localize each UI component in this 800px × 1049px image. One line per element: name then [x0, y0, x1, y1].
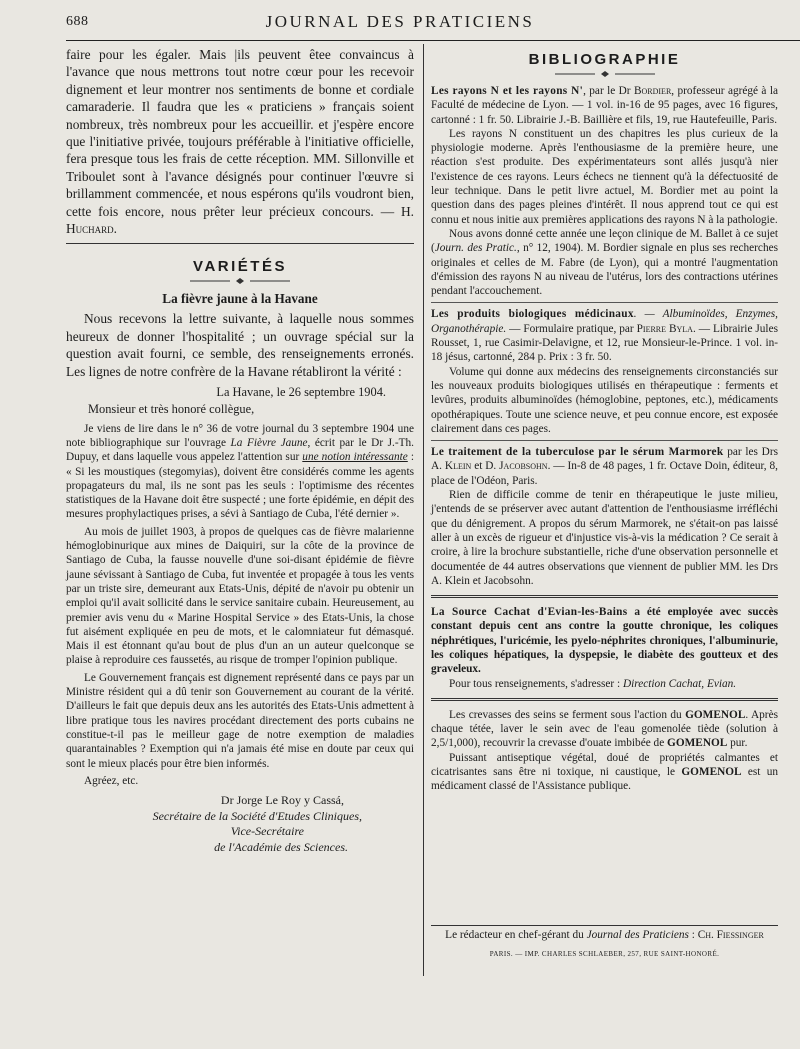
- signer-title-1: Secrétaire de la Société d'Etudes Cliniques,: [152, 808, 362, 823]
- book-entry-produits-biologiques: Les produits biologiques médicinaux. — Albuminoïdes, Enzymes, Organothérapie. — Formulaire pratique, par Pierre Byla. — Librairie Jules Rousset, 1, rue Casimir-Delavigne, et 12, rue Monsieur-le-Prince. 1 vol. in-18 jésus, cartonné, 284 p. Prix : 3 fr. 50.: [431, 308, 778, 364]
- signer-title-3: de l'Académie des Sciences.: [214, 839, 348, 854]
- section-title-varietes: VARIÉTÉS: [193, 258, 287, 276]
- signer-title-2: Vice-Secrétaire: [230, 824, 304, 839]
- book-review-rayons-n: Les rayons N constituent un des chapitres les plus curieux de la physiologie moderne. Après l'enthousiasme de la première heure, une réaction s'est produite. Des expérimentateurs sont allés jusqu'à nier l'existence de ces rayons. Leurs échecs ne tiennent qu'à la défectuosité de leur technique. Dans le petit livre actuel, M. Bordier met au point la question dans des pages pleines d'intérêt. Il nous apprend tout ce qui est connu et nous initie aux premières applications des rayons N à la pathologie.: [431, 127, 778, 226]
- footer-rule: [431, 925, 778, 926]
- page-header: [0, 0, 800, 40]
- advert-gomenol-1: Les crevasses des seins se ferment sous l'action du GOMENOL. Après chaque tétée, laver le sein avec de l'eau gomenolée tiède (solution à 2,5/1,000), recouvrir la crevasse d'ouate imbibée de GOMENOL pur.: [431, 708, 778, 750]
- letter-date: La Havane, le 26 septembre 1904.: [216, 385, 386, 400]
- ornament-divider-icon: [555, 70, 655, 78]
- signer-name: Dr Jorge Le Roy y Cassá,: [220, 793, 344, 808]
- book-review-serum-marmorek: Rien de difficile comme de tenir en thérapeutique le juste milieu, j'entends de se préserver avec autant d'attention de l'enthousiasme irréfléchi que du dénigrement. A propos du sérum Marmorek, ne s'était-on pas laissé aller à un excès de rigueur et d'injustice vis-à-vis la médication ? Ce serait à croire, à lire la brochure substantielle, riche d'une observation personnelle et documentée de 44 autres observations que viennent de publier MM. les Drs A. Klein et Jacobsohn.: [431, 489, 778, 587]
- advert-source-cachat-title: La Source Cachat d'Evian-les-Bains: [431, 606, 628, 619]
- advert-source-cachat-contact: Pour tous renseignements, s'adresser : Direction Cachat, Evian.: [449, 677, 737, 690]
- book-title-serum-marmorek: Le traitement de la tuberculose par le sérum Marmorek: [431, 446, 724, 459]
- book-title: La Fièvre Jaune: [230, 436, 308, 449]
- continuation-paragraph: faire pour les égaler. Mais |ils peuvent êtee convaincus à l'avance que nous mettrons tout notre cœur pour les recevoir dignement et leur montrer nos sentiments de bonne et cordiale camaraderie. Il faudra que les « praticiens » français soient nombreux, très nombreux pour les accueillir. et j'espère encore que l'initiative privée, toujours préférable à l'initiative officielle, fera presque tous les frais de cette réception. MM. Sillonville et Triboulet sont à l'avance désignés pour continuer l'œuvre si brillamment commencée, et nous espérons qu'ils voudront bien, cette fois encore, nous prêter leur précieux concours. — H. Huchard.: [66, 47, 414, 237]
- editor-line: Le rédacteur en chef-gérant du Journal des Praticiens : Ch. Fiessinger: [445, 929, 764, 941]
- entry-separator: [431, 302, 778, 303]
- letter-closing: Agréez, etc.: [84, 774, 139, 787]
- section-title-bibliographie: BIBLIOGRAPHIE: [528, 51, 681, 68]
- letter-salutation: Monsieur et très honoré collègue,: [88, 402, 255, 417]
- column-divider: [423, 44, 424, 976]
- section-separator: [66, 243, 414, 244]
- letter-paragraph-1: Je viens de lire dans le n° 36 de votre journal du 3 septembre 1904 une note bibliographique sur l'ouvrage La Fièvre Jaune, écrit par le Dr J.-Th. Dupuy, et dans laquelle vous appelez l'attention sur une notion intéressante : « Si les moustiques (stegomyias), doivent être considérés comme les agents propagateurs du mal, ils ne sont pas les seuls : l'optimisme des récentes statistiques de la Havane doit être suspecté ; une forte épidémie, en dépit des mesures prophylactiques prises, a sévi à Santiago de Cuba, l'été dernier ».: [66, 422, 414, 521]
- entry-separator: [431, 440, 778, 441]
- book-title-produits-biologiques: Les produits biologiques médicinaux: [431, 308, 634, 321]
- right-column: [431, 46, 778, 794]
- letter-paragraph-3: Le Gouvernement français est dignement représenté dans ce pays par un Ministre résident qui a dû tenir son Gouvernement au courant de la vérité. D'ailleurs le fait que depuis deux ans les autorités des Etats-Unis admettent à libre pratique tous les navires procédant directement des ports cubains ne constitue-t-il pas le meilleur gage de notre exemption de maladies quarantainables ? Exemption qui n'a jamais été mise en doute par ceux qui sont le mieux placés pour être bien informés.: [66, 671, 414, 770]
- intro-paragraph: Nous recevons la lettre suivante, à laquelle nous sommes heureux de donner l'hospitalité ; un ouvrage spécial sur la question avait fourni, ce semble, des renseignements erronés. Les lignes de notre confrère de la Havane rétabliront la vérité :: [66, 311, 414, 379]
- advert-source-cachat: La Source Cachat d'Evian-les-Bains a été employée avec succès constant depuis cent ans contre la goutte chronique, les coliques néphrétiques, l'uricémie, les pyelo-néphrites chroniques, l'albuminurie, les coliques hépatiques, la dyspepsie, le diabète des goutteux et des graveleux.: [431, 606, 778, 676]
- book-review-rayons-n-2: Nous avons donné cette année une leçon clinique de M. Ballet à ce sujet (Journ. des Pratic., n° 12, 1904). M. Bordier signale en plus ses recherches originales et celles de M. Fabre (de Lyon), qui a montré l'augmentation d'émission des rayons N au niveau de l'utérus, lors des contractions utérines pendant l'accouchement.: [431, 227, 779, 298]
- book-title-rayons-n: Les rayons N et les rayons N': [431, 85, 584, 97]
- book-entry-rayons-n: Les rayons N et les rayons N', par le Dr Bordier, professeur agrégé à la Faculté de médecine de Lyon. — 1 vol. in-16 de 95 pages, avec 16 figures, cartonné : 1 fr. 50. Librairie J.-B. Baillière et fils, 19, rue Hautefeuille, Paris.: [431, 85, 778, 126]
- header-rule: [66, 40, 800, 41]
- quoted-notion: une notion intéressante: [302, 451, 408, 464]
- advert-separator: [431, 698, 778, 701]
- page-number: 688: [66, 14, 89, 29]
- book-review-produits-biologiques: Volume qui donne aux médecins des renseignements circonstanciés sur les nouveaux produits biologiques utilisés en thérapeutique : ferments et levûres, produits albuminoïdes (hémoglobine, peptones, etc.), médicaments opothérapiques. Toute une science neuve, et peu connue encore, est exposée clairement dans ces pages.: [431, 365, 778, 435]
- journal-title: JOURNAL DES PRATICIENS: [265, 12, 535, 31]
- book-entry-serum-marmorek: Le traitement de la tuberculose par le sérum Marmorek par les Drs A. Klein et D. Jacobsohn. — In-8 de 48 pages, 1 fr. Octave Doin, éditeur, 8, place de l'Odéon, Paris.: [431, 446, 779, 487]
- author-name: Huchard.: [66, 221, 118, 237]
- bibliographie-section: [431, 51, 778, 78]
- left-column: [66, 46, 414, 855]
- article-title: La fièvre jaune à la Havane: [162, 291, 318, 307]
- brand-gomenol: GOMENOL: [685, 708, 746, 721]
- letter-signature: [66, 793, 414, 855]
- letter-paragraph-2: Au mois de juillet 1903, à propos de quelques cas de fièvre malarienne hémoglobinurique aux mines de Daiquiri, sur la côte de la province de Santiago de Cuba, la fausse nouvelle d'une soi-disant épidémie de fièvre jaune sévissant à Santiago de Cuba, fut inventée et propagée à tous les vents par un triste sire, demeurant aux Etats-Unis, dépité de n'avoir pu obtenir un emploi qu'il avait sollicité dans le service sanitaire cubain. Heureusement, au premier avis venu du « Marine Hospital Service » des Etats-Unis, la chose fut aisément expliquée en peu de mots, et le calomniateur fut démasqué. Mais il est étonnant qu'au bout de plus d'un an un auteur quelconque se plaise à reproduire ces faussetés, au risque de tromper l'opinion publique.: [66, 525, 414, 667]
- varietes-section: [66, 258, 414, 307]
- advert-separator: [431, 595, 778, 598]
- ornament-divider-icon: [190, 277, 290, 285]
- advert-gomenol-2: Puissant antiseptique végétal, doué de propriétés calmantes et cicatrisantes sans être ni toxique, ni caustique, le GOMENOL est un médicament classé de l'Assistance publique.: [431, 751, 778, 793]
- printer-line: PARIS. — IMP. CHARLES SCHLAEBER, 257, RUE SAINT-HONORÉ.: [489, 950, 720, 958]
